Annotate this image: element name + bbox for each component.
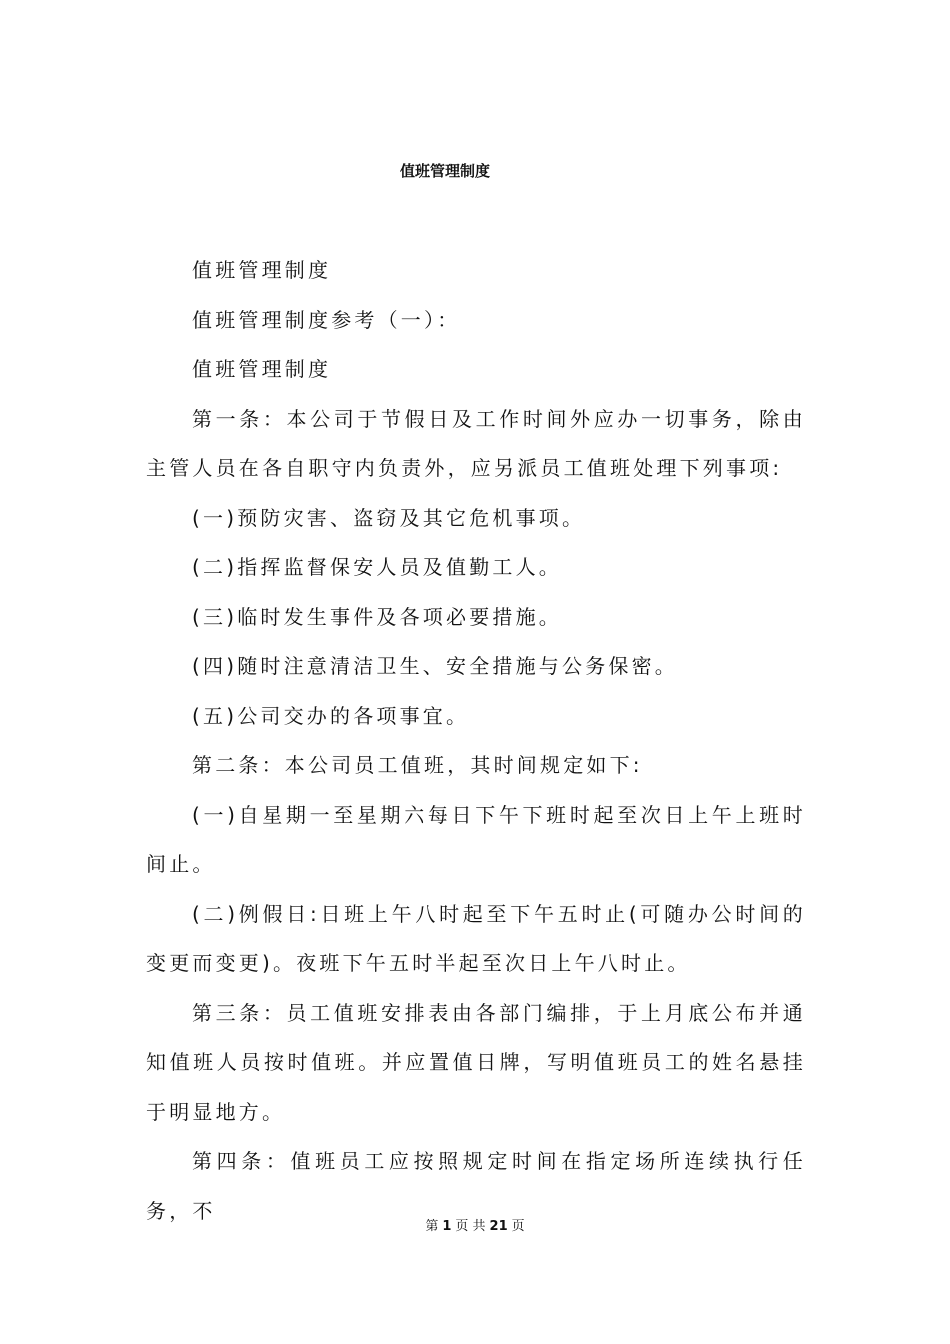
paragraph: 第一条：本公司于节假日及工作时间外应办一切事务，除由主管人员在各自职守内负责外，应另派员工值班处理下列事项: <box>146 406 806 480</box>
paragraph: 第三条：员工值班安排表由各部门编排，于上月底公布并通知值班人员按时值班。并应置值日牌，写明值班员工的姓名悬挂于明显地方。 <box>146 1000 806 1124</box>
paragraph: (二)指挥监督保安人员及值勤工人。 <box>192 555 563 579</box>
paragraph: (四)随时注意清洁卫生、安全措施与公务保密。 <box>192 654 679 678</box>
paragraph: (一)预防灾害、盗窃及其它危机事项。 <box>192 505 586 530</box>
current-page-number: 1 <box>442 1219 452 1234</box>
paragraph: 值班管理制度 <box>192 258 332 282</box>
paragraph: (三)临时发生事件及各项必要措施。 <box>192 604 563 629</box>
document-title: 值班管理制度 <box>399 162 490 180</box>
paragraph: 第四条：值班员工应按照规定时间在指定场所连续执行任务，不 <box>146 1149 806 1223</box>
paragraph: 第二条：本公司员工值班，其时间规定如下: <box>192 753 643 777</box>
paragraph: (二)例假日:日班上午八时起至下午五时止(可随办公时间的变更而变更)。夜班下午五时半起至次日上午八时止。 <box>146 901 806 975</box>
footer-suffix: 页 <box>511 1219 525 1234</box>
total-pages-number: 21 <box>489 1219 508 1234</box>
footer-middle: 页 共 <box>455 1219 486 1234</box>
paragraph: (一)自星期一至星期六每日下午下班时起至次日上午上班时间止。 <box>146 802 806 876</box>
document-body <box>146 246 806 1236</box>
page-footer <box>0 1215 950 1234</box>
paragraph: (五)公司交办的各项事宜。 <box>192 703 470 728</box>
paragraph: 值班管理制度 <box>192 357 332 381</box>
footer-prefix: 第 <box>425 1219 439 1234</box>
paragraph: 值班管理制度参考（一）： <box>192 307 461 332</box>
